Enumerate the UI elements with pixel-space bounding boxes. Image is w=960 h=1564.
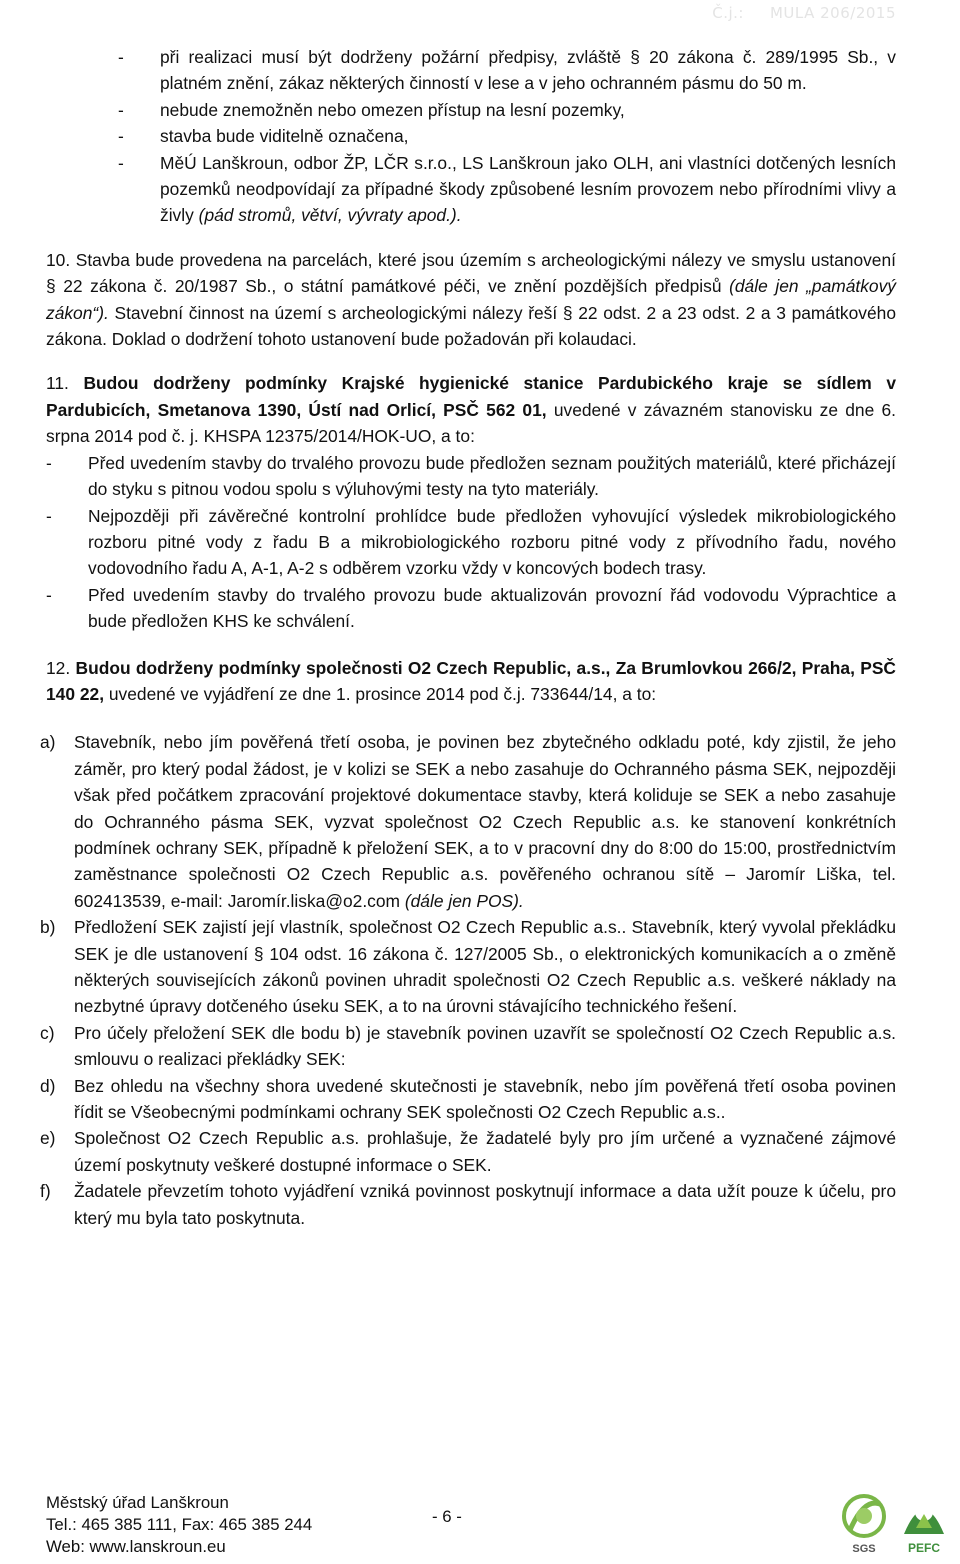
footer-web: Web: www.lanskroun.eu [46,1537,226,1556]
section-text: uvedené v závazném stanovisku ze dne 6. srpna 2014 pod č. j. KHSPA 12375/2014/HOK-UO, a to: [46,399,896,447]
o2-condition-item [40,1073,896,1126]
section-number: 12. [46,657,71,678]
item-letter: e) [40,1128,56,1149]
list-item-italic: (pád stromů, větví, vývraty apod.). [198,205,462,226]
document-body [40,44,896,1231]
reference-value: MULA 206/2015 [769,4,896,22]
o2-condition-item [40,729,896,914]
item-letter: f) [40,1181,51,1202]
item-text: Žadatele převzetím tohoto vyjádření vzniká povinnost poskytnují informace a data užít pouze k účelu, pro který mu byla tato poskytnuta. [74,1181,896,1228]
o2-condition-item [40,914,896,1020]
dash-bullet: - [46,584,52,605]
svg-text:SGS: SGS [852,1543,876,1555]
item-letter: a) [40,732,56,753]
footer-phone: Tel.: 465 385 111, Fax: 465 385 244 [46,1515,313,1534]
list-item-text: Před uvedením stavby do trvalého provozu bude předložen seznam použitých materiálů, které přicházejí do styku s pitnou vodou spolu s výluhovými testy na tyto materiály. [88,452,896,500]
section-text: Stavba bude provedena na parcelách, které jsou územím s archeologickými nálezy ve smyslu ustanovení § 22 zákona č. 20/1987 Sb., o státní památkové péči, ve znění pozdějších předpisů [46,249,896,297]
item-letter: b) [40,917,56,938]
section-bold: Budou dodrženy podmínky Krajské hygienické stanice Pardubického kraje se sídlem v Pardubicích, Smetanova 1390, Ústí nad Orlicí, PSČ 562 01, [46,373,896,420]
dash-bullet: - [118,47,124,67]
section-11 [46,370,896,634]
o2-conditions-list [40,729,896,1231]
item-text: Stavebník, nebo jím pověřená třetí osoba, je povinen bez zbytečného odkladu poté, kdy zjistil, že jeho záměr, pro který podal žádost, je v kolizi se SEK a nebo zasahuje do Ochranného pásma SEK, nejpozději však před počátkem zpracování projektové dokumentace stavby, která koliduje se SEK a nebo zasahuje do Ochranného pásma SEK, vyzvat společnost O2 Czech Republic a.s. ke stanovení konkrétních podmínek ochrany SEK, případně k přeložení SEK, a to v pracovní dny do 8:00 do 15:00, prostřednictvím zaměstnance společnosti O2 Czech Republic a.s. pověřeného ochranou sítě – Jaromír Liška, tel. 602413539, e-mail: Jaromír.liska@o2.com [74,732,896,911]
list-item-text: Před uvedením stavby do trvalého provozu bude aktualizován provozní řád vodovodu Výprachtice a bude předložen KHS ke schválení. [88,584,896,632]
svg-text:PEFC: PEFC [907,1541,941,1555]
section-bold: Budou dodrženy podmínky společnosti O2 Czech Republic, a.s., Za Brumlovkou 266/2, Praha, PSČ 140 22, [46,657,896,704]
list-item [118,150,896,229]
section-text: uvedené ve vyjádření ze dne 1. prosince 2014 pod č.j. 733644/14, a to: [104,683,657,704]
section-number: 11. [46,373,69,394]
list-item-text: stavba bude viditelně označena, [160,126,409,147]
sgs-logo-icon [836,1490,892,1558]
item-text: Společnost O2 Czech Republic a.s. prohlašuje, že žadatelé byly pro jím určené a vyznačené zájmové území poskytnuty veškeré dostupné informace o SEK. [74,1128,896,1175]
item-text: Předložení SEK zajistí její vlastník, společnost O2 Czech Republic a.s.. Stavebník, který vyvolal překládku SEK je dle ustanovení § 104 odst. 16 zákona č. 127/2005 Sb., o elektronických komunikacích a o změně některých souvisejících zákonů povinen uhradit společnosti O2 Czech Republic a.s. veškeré náklady na nezbytné úpravy dotčeného úseku SEK, a to na úrovni stávajícího technického řešení. [74,917,896,1017]
item-italic: (dále jen POS). [404,890,524,911]
dash-bullet: - [118,99,124,120]
list-item [118,123,896,149]
pefc-logo-icon [896,1490,952,1558]
reference-label: Č.j.: [712,4,744,22]
footer-office: Městský úřad Lanškroun [46,1493,229,1512]
item-letter: c) [40,1022,55,1043]
list-item-text: MěÚ Lanškroun, odbor ŽP, LČR s.r.o., LS Lanškroun jako OLH, ani vlastníci dotčených lesních pozemků neodpovídají za případné škody způsobené lesním provozem nebo přírodními vlivy a živly [160,152,896,226]
dash-bullet: - [118,126,124,147]
item-letter: d) [40,1075,56,1096]
dash-bullet: - [46,505,52,526]
list-item-text: nebude znemožněn nebo omezen přístup na lesní pozemky, [160,99,625,120]
o2-condition-item [40,1020,896,1073]
dash-bullet: - [118,152,124,173]
section-12 [46,655,896,708]
list-item [46,450,896,503]
item-text: Pro účely přeložení SEK dle bodu b) je stavebník povinen uzavřít se společností O2 Czech Republic a.s. smlouvu o realizaci překládky SEK: [74,1022,896,1070]
item-text: Bez ohledu na všechny shora uvedené skutečnosti je stavebník, nebo jím pověřená třetí osoba povinen řídit se Všeobecnými podmínkami ochrany SEK společnosti O2 Czech Republic a.s.. [74,1075,896,1123]
list-item-text: Nejpozději při závěrečné kontrolní prohlídce bude předložen vyhovující výsledek mikrobiologického rozboru pitné vody z řadu B a mikrobiologického rozboru pitné vody z přívodního řadu, nového vodovodního řadu A, A-1, A-2 s odběrem vzorku vždy v koncových bodech trasy. [88,505,896,579]
o2-condition-item [40,1125,896,1178]
list-item [118,97,896,123]
list-item-text: při realizaci musí být dodrženy požární předpisy, zvláště § 20 zákona č. 289/1995 Sb., v platném znění, zákaz některých činností v lese a v jeho ochranném pásmu do 50 m. [160,47,896,94]
section-italic: (dále jen „památkový zákon“). [46,276,896,323]
intro-conditions-list [118,44,896,229]
list-item [46,582,896,635]
page-number: - 6 - [432,1507,462,1526]
section-number: 10. [46,249,71,270]
list-item [118,44,896,97]
section-text: Stavební činnost na území s archeologickými nálezy řeší § 22 odst. 2 a 23 odst. 2 a 3 památkového zákona. Doklad o dodržení tohoto ustanovení bude požadován při kolaudaci. [46,302,896,350]
document-reference [712,4,896,22]
list-item [46,503,896,582]
dash-bullet: - [46,452,52,473]
section-10 [46,247,896,353]
footer [46,1492,312,1558]
o2-condition-item [40,1178,896,1231]
